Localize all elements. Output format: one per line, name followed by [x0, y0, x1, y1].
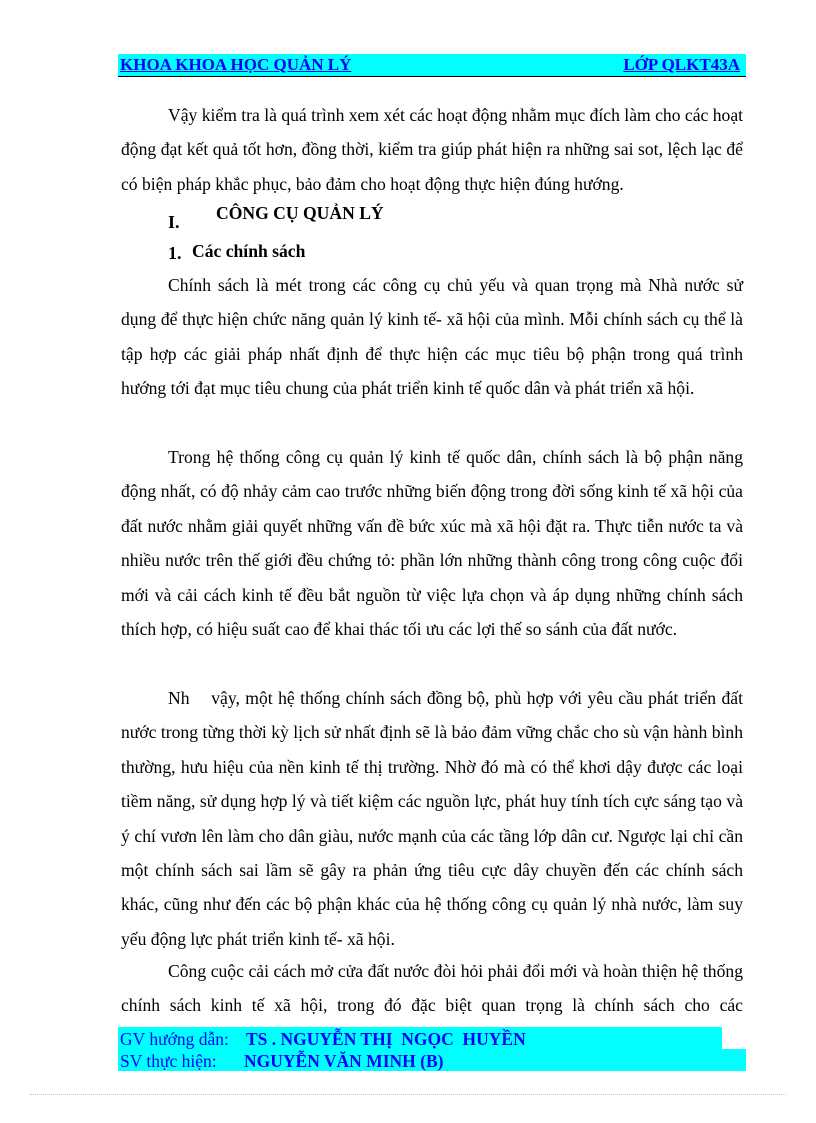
subsection-title: Các chính sách: [192, 241, 306, 261]
paragraph-3-container: [121, 440, 743, 646]
header-faculty: KHOA KHOA HỌC QUẢN LÝ: [120, 55, 352, 74]
paragraph-4-container: [121, 681, 748, 956]
advisor-name: TS . NGUYỄN THỊ NGỌC HUYỀN: [246, 1029, 526, 1049]
paragraph-3: Trong hệ thống công cụ quản lý kinh tế quốc dân, chính sách là bộ phận năng động nhất, có độ nhảy cảm cao trước những biến động trong đời sống kinh tế xã hội của đất nước nhằm giải quyết những vấn đề bức xúc mà xã hội đặt ra. Thực tiễn nước ta và nhiều nước trên thế giới đều chứng tỏ: phần lớn những thành công trong công cuộc đổi mới và cải cách kinh tế đều bắt nguồn từ việc lựa chọn và áp dụng những chính sách thích hợp, có hiệu suất cao để khai thác tối ưu các lợi thế so sánh của đất nước.: [121, 447, 743, 640]
paragraph-5: Công cuộc cải cách mở cửa đất nước đòi hỏi phải đổi mới và hoàn thiện hệ thống chính sách kinh tế xã hội, trong đó đặc biệt quan trọng là chính sách cho các: [121, 961, 743, 1016]
advisor-label: GV hướng dẫn:: [120, 1029, 229, 1049]
header-class: LỚP QLKT43A: [623, 55, 740, 74]
section-title: CÔNG CỤ QUẢN LÝ: [216, 203, 384, 223]
page-header: [118, 54, 746, 77]
paragraph-1: Vậy kiểm tra là quá trình xem xét các hoạt động nhằm mục đích làm cho các hoạt động đạt kết quả tốt hơn, đồng thời, kiểm tra giúp phát hiện ra những sai sot, lệch lạc để có biện pháp khắc phục, bảo đảm cho hoạt động thực hiện đúng hướng.: [121, 105, 744, 194]
footer-student-line: [120, 1050, 443, 1072]
page-bottom-divider: [30, 1094, 786, 1095]
student-name: NGUYỄN VĂN MINH (B): [244, 1051, 444, 1071]
paragraph-2: Chính sách là mét trong các công cụ chủ yếu và quan trọng mà Nhà nước sử dụng để thực hiện chức năng quản lý kinh tế- xã hội của mình. Mỗi chính sách cụ thể là tập hợp các giải pháp nhất định để thực hiện các mục tiêu bộ phận trong quá trình hướng tới đạt mục tiêu chung của phát triển kinh tế quốc dân và phát triển xã hội.: [121, 275, 743, 399]
section-number: I.: [168, 212, 180, 232]
paragraph-4: Nh vậy, một hệ thống chính sách đồng bộ, phù hợp với yêu cầu phát triển đất nước trong từng thời kỳ lịch sử nhất định sẽ là bảo đảm vững chắc cho sù vận hành bình thường, hưu hiệu của nền kinh tế thị trường. Nhờ đó mà có thể khơi dậy được các loại tiềm năng, sử dụng hợp lý và tiết kiệm các nguồn lực, phát huy tính tích cực sáng tạo và ý chí vươn lên làm cho dân giàu, nước mạnh của các tầng lớp dân cư. Ngược lại chỉ cần một chính sách sai lầm sẽ gây ra phản ứng tiêu cực dây chuyền đến các chính sách khác, cũng như đến các bộ phận khác của hệ thống công cụ quản lý nhà nước, làm suy yếu động lực phát triển kinh tế- xã hội.: [121, 688, 748, 949]
paragraph-2-container: [121, 268, 743, 406]
page-footer: [118, 1027, 746, 1071]
student-label: SV thực hiện:: [120, 1051, 217, 1071]
footer-advisor-line: [120, 1028, 526, 1050]
paragraph-1-container: [121, 98, 743, 201]
paragraph-5-container: [121, 954, 743, 1023]
footer-notch: [722, 1027, 746, 1049]
subsection-number: 1.: [168, 243, 182, 263]
